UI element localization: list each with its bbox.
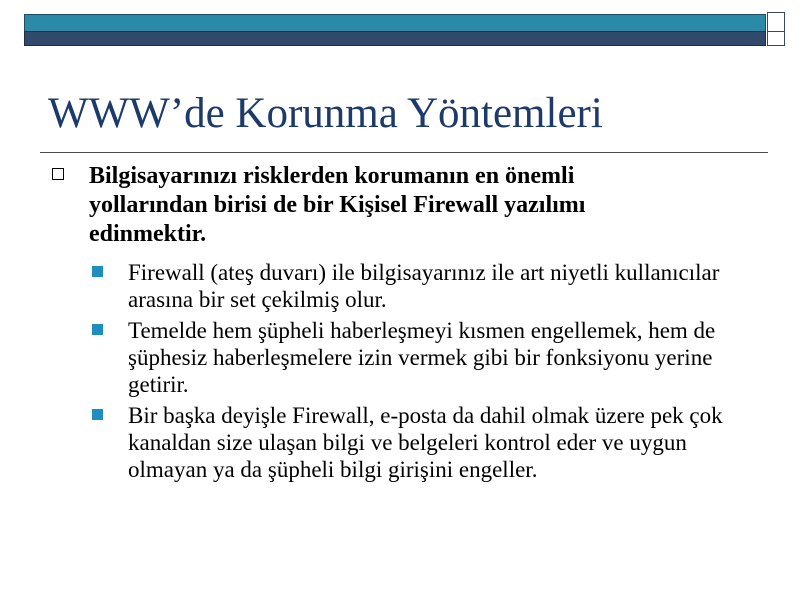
filled-square-bullet-icon — [92, 324, 103, 335]
bullet-level-1 — [0, 162, 689, 249]
sub-bullet-text: Firewall (ateş duvarı) ile bilgisayarınız ile art niyetli kullanıcılar arasına bir set çekilmiş olur. — [128, 260, 720, 312]
sub-bullet-text: Bir başka deyişle Firewall, e-posta da dahil olmak üzere pek çok kanaldan size ulaşan bilgi ve belgeleri kontrol eder ve uygun olmayan ya da şüpheli bilgi girişini engeller. — [128, 403, 723, 482]
bullet-text: Bilgisayarınızı risklerden korumanın en önemli yollarından birisi de bir Kişisel Firewall yazılımı edinmektir. — [89, 163, 586, 247]
sub-bullet — [0, 259, 728, 313]
title-underline — [40, 152, 768, 153]
sub-bullet — [0, 402, 728, 483]
header-bar-bottom — [24, 31, 766, 46]
filled-square-bullet-icon — [92, 409, 103, 420]
sub-bullet — [0, 317, 728, 398]
header-bar-top — [24, 14, 766, 32]
slide-content — [0, 162, 800, 483]
slide-title: WWW’de Korunma Yöntemleri — [48, 90, 603, 137]
sub-bullet-text: Temelde hem şüpheli haberleşmeyi kısmen engellemek, hem de şüphesiz haberleşmelere izin vermek gibi bir fonksiyonu yerine getirir. — [128, 318, 716, 397]
corner-box-top — [767, 12, 785, 32]
filled-square-bullet-icon — [92, 266, 103, 277]
corner-box-bottom — [767, 31, 785, 46]
hollow-square-bullet-icon — [52, 168, 64, 180]
